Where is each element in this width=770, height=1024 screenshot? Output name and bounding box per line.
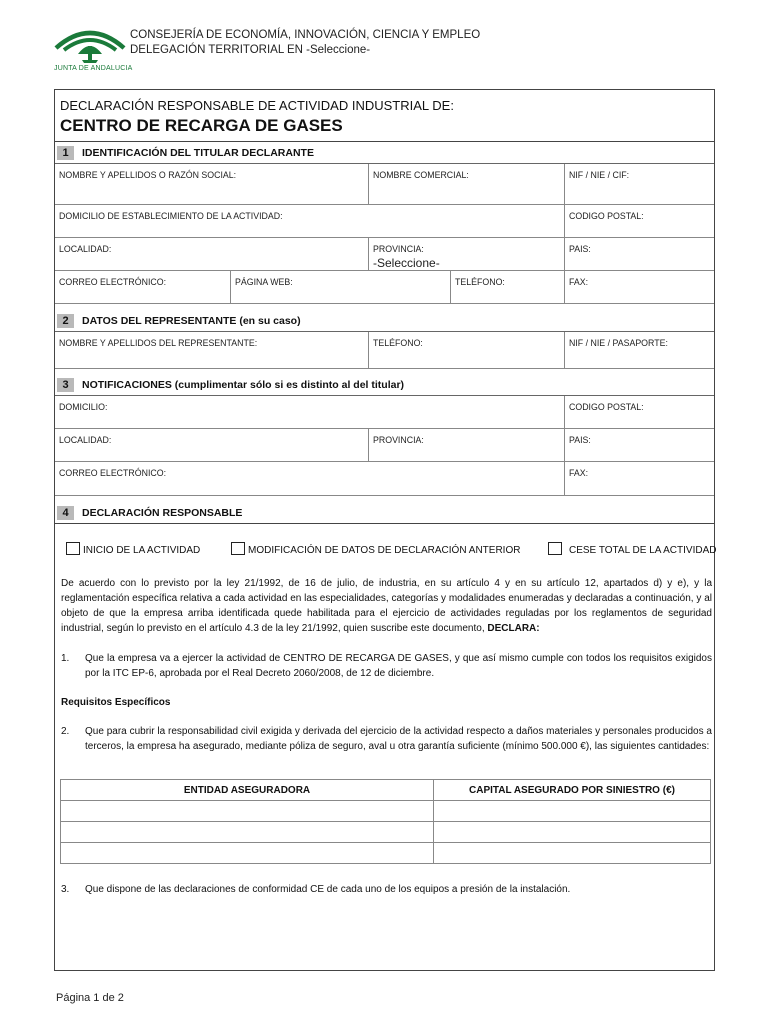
representante-nif-field[interactable]: NIF / NIE / PASAPORTE: [564,332,714,368]
logo-text: JUNTA DE ANDALUCIA [54,65,133,72]
section-2-header [55,309,714,332]
form-title-line1: DECLARACIÓN RESPONSABLE DE ACTIVIDAD INDUSTRIAL DE: [60,98,454,113]
capital-cell[interactable] [434,843,711,864]
requisitos-heading: Requisitos Específicos [61,697,171,708]
section-number: 1 [57,146,74,160]
form-title-line2: CENTRO DE RECARGA DE GASES [60,116,343,135]
provincia-select-value: -Seleccione- [373,256,440,270]
form-row [55,429,714,462]
modificacion-checkbox[interactable] [231,542,520,556]
notif-pais-field[interactable]: PAIS: [564,429,714,461]
declaration-form [54,89,715,971]
form-row [55,462,714,496]
section-title: DECLARACIÓN RESPONSABLE [82,507,243,519]
fax-field[interactable]: FAX: [564,271,714,303]
intro-paragraph: De acuerdo con lo previsto por la ley 21/1992, de 16 de julio, de industria, en su artículo 4 y en su artículo 12, apartados d) y e), y la reglamentación específica relativa a cada actividad en las especialidades, categorías y modalidades enumeradas y declaradas a continuación, y al objeto de que la empresa arriba identificada quede habilitada para el ejercicio de actividades reguladas por los reglamentos de seguridad industrial, según lo previsto en el artículo 4.3 de la ley 21/1992, quien suscribe este documento, DECLARA: [61,578,712,634]
section-3-header [55,373,714,396]
table-row [61,843,711,864]
declaration-type-options [55,542,717,566]
codigo-postal-field[interactable]: CODIGO POSTAL: [564,205,714,237]
requirement-item-2: 2. Que para cubrir la responsabilidad civil exigida y derivada del ejercicio de la actividad respecto a daños materiales y personales producidos a terceros, la empresa ha asegurado, mediante póliza de seguro, aval u otra garantía suficiente (mínimo 500.000 €), las siguientes cantidades: [61,726,712,752]
checkbox-label: INICIO DE LA ACTIVIDAD [83,545,201,556]
entidad-cell[interactable] [61,801,434,822]
form-row [55,205,714,238]
column-header: CAPITAL ASEGURADO POR SINIESTRO (€) [434,780,711,801]
checkbox-label: CESE TOTAL DE LA ACTIVIDAD [569,545,717,556]
form-row [55,271,714,304]
nombre-field[interactable]: NOMBRE Y APELLIDOS O RAZÓN SOCIAL: [59,170,237,180]
localidad-field[interactable]: LOCALIDAD: [59,244,112,254]
correo-field[interactable]: CORREO ELECTRÓNICO: [59,277,167,287]
entidad-cell[interactable] [61,843,434,864]
section-number: 4 [57,506,74,520]
nombre-comercial-field[interactable]: NOMBRE COMERCIAL: [368,164,564,204]
notif-domicilio-field[interactable]: DOMICILIO: [59,402,108,412]
notif-localidad-field[interactable]: LOCALIDAD: [59,435,112,445]
notif-fax-field[interactable]: FAX: [564,462,714,495]
cese-checkbox[interactable] [548,542,716,556]
section-number: 2 [57,314,74,328]
section-title: DATOS DEL REPRESENTANTE (en su caso) [82,315,301,327]
section-title: IDENTIFICACIÓN DEL TITULAR DECLARANTE [82,147,314,159]
entidad-cell[interactable] [61,822,434,843]
inicio-checkbox[interactable] [66,542,200,556]
domicilio-field[interactable]: DOMICILIO DE ESTABLECIMIENTO DE LA ACTIVIDAD: [59,211,283,221]
section-number: 3 [57,378,74,392]
column-header: ENTIDAD ASEGURADORA [61,780,434,801]
form-title [55,90,714,142]
section-title: NOTIFICACIONES (cumplimentar sólo si es distinto al del titular) [82,379,405,391]
checkbox-icon[interactable] [231,542,245,555]
form-row [55,164,714,205]
insurance-table [60,779,711,864]
requirement-item-1: 1. Que la empresa va a ejercer la actividad de CENTRO DE RECARGA DE GASES, y que así mismo cumple con todos los requisitos exigidos por la ITC EP-6, aprobada por el Real Decreto 2060/2008, de 12 de diciembre. [61,653,712,679]
table-row [61,822,711,843]
telefono-field[interactable]: TELÉFONO: [450,271,564,303]
pais-field[interactable]: PAIS: [564,238,714,270]
representante-nombre-field[interactable]: NOMBRE Y APELLIDOS DEL REPRESENTANTE: [59,338,258,348]
checkbox-icon[interactable] [548,542,562,555]
nif-field[interactable]: NIF / NIE / CIF: [564,164,714,204]
requirement-item-3: 3. Que dispone de las declaraciones de conformidad CE de cada uno de los equipos a presión de la instalación. [61,884,571,895]
consejeria-line: CONSEJERÍA DE ECONOMÍA, INNOVACIÓN, CIENCIA Y EMPLEO [130,29,481,41]
representante-telefono-field[interactable]: TELÉFONO: [368,332,564,368]
web-field[interactable]: PÁGINA WEB: [230,271,450,303]
form-row [55,238,714,271]
form-row [55,396,714,429]
section-4-header [55,501,714,524]
checkbox-label: MODIFICACIÓN DE DATOS DE DECLARACIÓN ANTERIOR [248,545,521,556]
document-header [52,24,552,80]
notif-codigo-postal-field[interactable]: CODIGO POSTAL: [564,396,714,428]
declara-label: DECLARA: [487,623,540,634]
capital-cell[interactable] [434,801,711,822]
page-number: Página 1 de 2 [56,992,124,1004]
table-row [61,801,711,822]
notif-provincia-field[interactable]: PROVINCIA: [368,429,564,461]
form-row [55,332,714,369]
delegacion-line[interactable]: DELEGACIÓN TERRITORIAL EN -Seleccione- [130,44,371,56]
notif-correo-field[interactable]: CORREO ELECTRÓNICO: [59,468,167,478]
section-1-header [55,141,714,164]
table-header-row [61,780,711,801]
capital-cell[interactable] [434,822,711,843]
provincia-select[interactable]: PROVINCIA: -Seleccione- [368,238,564,270]
checkbox-icon[interactable] [66,542,80,555]
